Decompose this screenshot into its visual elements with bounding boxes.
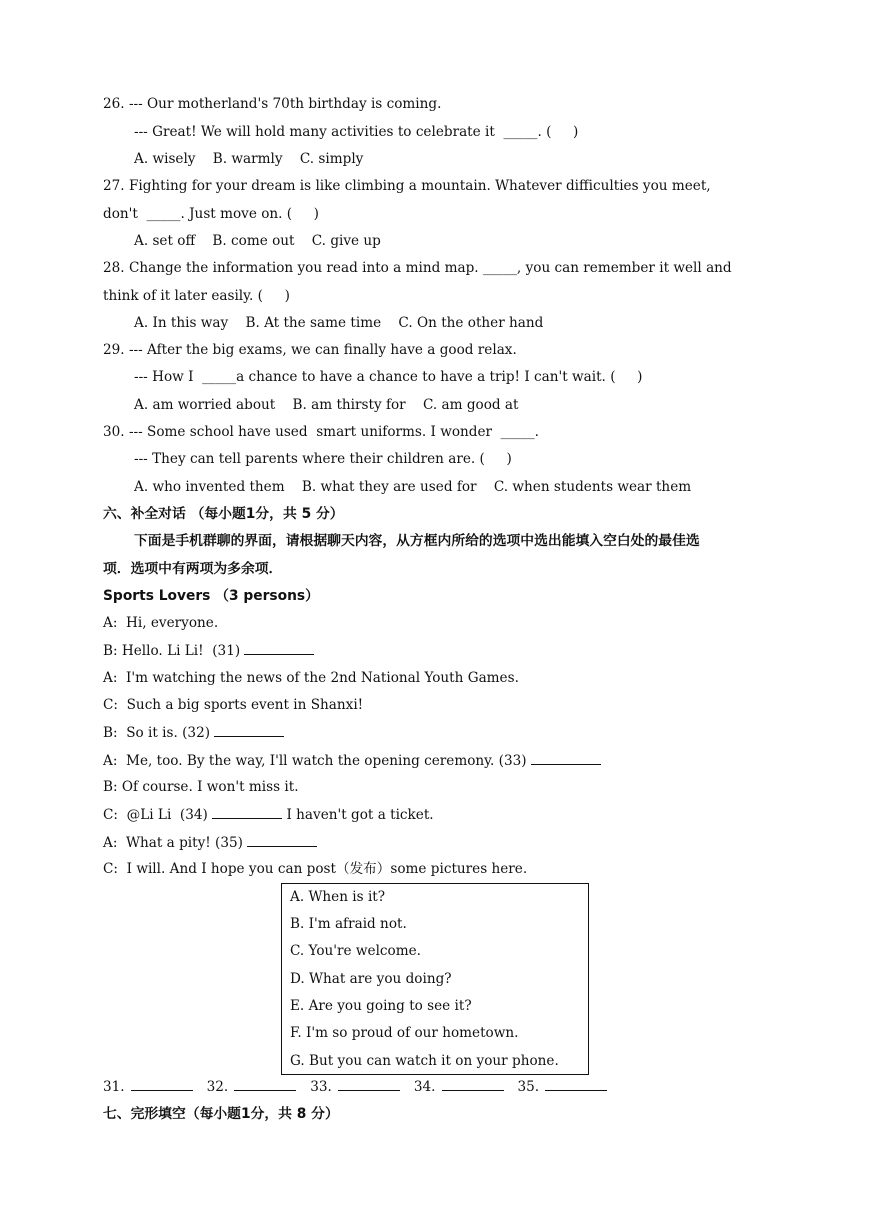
dialogue-line: A: Me, too. By the way, I'll watch the opening ceremony. (33) <box>103 751 601 770</box>
dialogue-line: A: I'm watching the news of the 2nd National Youth Games. <box>103 670 519 686</box>
question-27-options: A. set off B. come out C. give up <box>134 233 381 249</box>
answer-line <box>103 1077 621 1096</box>
question-27-line1: 27. Fighting for your dream is like climbing a mountain. Whatever difficulties you meet, <box>103 178 711 194</box>
question-29-line2: --- How I _____a chance to have a chance to have a trip! I can't wait. ( ) <box>134 369 643 385</box>
dialogue-line: C: @Li Li (34) I haven't got a ticket. <box>103 807 434 823</box>
question-30-options: A. who invented them B. what they are used for C. when students wear them <box>134 479 692 495</box>
answer-field-32[interactable] <box>234 1077 296 1091</box>
dialogue-line: C: Such a big sports event in Shanxi! <box>103 697 364 713</box>
dialogue-line: B: So it is. (32) <box>103 723 284 742</box>
question-28-options: A. In this way B. At the same time C. On the other hand <box>134 315 544 331</box>
answer-blank-31[interactable] <box>244 641 314 655</box>
question-30-line1: 30. --- Some school have used smart uniforms. I wonder _____. <box>103 424 539 440</box>
choice-a: A. When is it? <box>290 889 386 905</box>
answer-field-34[interactable] <box>442 1077 504 1091</box>
question-28-line1: 28. Change the information you read into a mind map. _____, you can remember it well and <box>103 260 732 276</box>
dialogue-line: C: I will. And I hope you can post（发布）some pictures here. <box>103 861 528 877</box>
dialogue-line: A: What a pity! (35) <box>103 833 317 852</box>
answer-number-34: 34. <box>413 1079 436 1095</box>
answer-blank-33[interactable] <box>531 751 601 765</box>
choice-b: B. I'm afraid not. <box>290 916 407 932</box>
question-30-line2: --- They can tell parents where their children are. ( ) <box>134 451 512 467</box>
answer-number-31: 31. <box>103 1079 125 1095</box>
answer-field-33[interactable] <box>338 1077 400 1091</box>
options-box <box>281 883 589 1075</box>
dialogue-line: B: Hello. Li Li! (31) <box>103 641 314 660</box>
answer-number-32: 32. <box>206 1079 229 1095</box>
dialogue-line: B: Of course. I won't miss it. <box>103 779 299 795</box>
choice-d: D. What are you doing? <box>290 971 452 987</box>
choice-g: G. But you can watch it on your phone. <box>290 1053 559 1069</box>
answer-blank-34[interactable] <box>212 805 282 819</box>
section-6-instruction-line2: 项．选项中有两项为多余项． <box>103 561 283 577</box>
question-29-line1: 29. --- After the big exams, we can finally have a good relax. <box>103 342 517 358</box>
answer-number-35: 35. <box>517 1079 540 1095</box>
answer-field-31[interactable] <box>131 1077 193 1091</box>
question-26-line2: --- Great! We will hold many activities to celebrate it _____. ( ) <box>134 124 579 140</box>
question-27-line2: don't _____. Just move on. ( ) <box>103 206 319 222</box>
question-26-options: A. wisely B. warmly C. simply <box>134 151 364 167</box>
question-26-line1: 26. --- Our motherland's 70th birthday is coming. <box>103 96 442 112</box>
answer-number-33: 33. <box>310 1079 332 1095</box>
group-chat-title: Sports Lovers （3 persons） <box>103 588 319 604</box>
dialogue-line: A: Hi, everyone. <box>103 615 219 631</box>
question-29-options: A. am worried about B. am thirsty for C. am good at <box>134 397 519 413</box>
section-6-heading: 六、补全对话 （每小题1分，共 5 分） <box>103 506 344 522</box>
section-6-instruction-line1: 下面是手机群聊的界面，请根据聊天内容，从方框内所给的选项中选出能填入空白处的最佳选 <box>134 533 700 549</box>
question-28-line2: think of it later easily. ( ) <box>103 288 290 304</box>
choice-c: C. You're welcome. <box>290 943 421 959</box>
section-7-heading: 七、完形填空（每小题1分，共 8 分） <box>103 1106 339 1122</box>
answer-field-35[interactable] <box>545 1077 607 1091</box>
choice-f: F. I'm so proud of our hometown. <box>290 1025 519 1041</box>
answer-blank-35[interactable] <box>247 833 317 847</box>
answer-blank-32[interactable] <box>214 723 284 737</box>
choice-e: E. Are you going to see it? <box>290 998 472 1014</box>
